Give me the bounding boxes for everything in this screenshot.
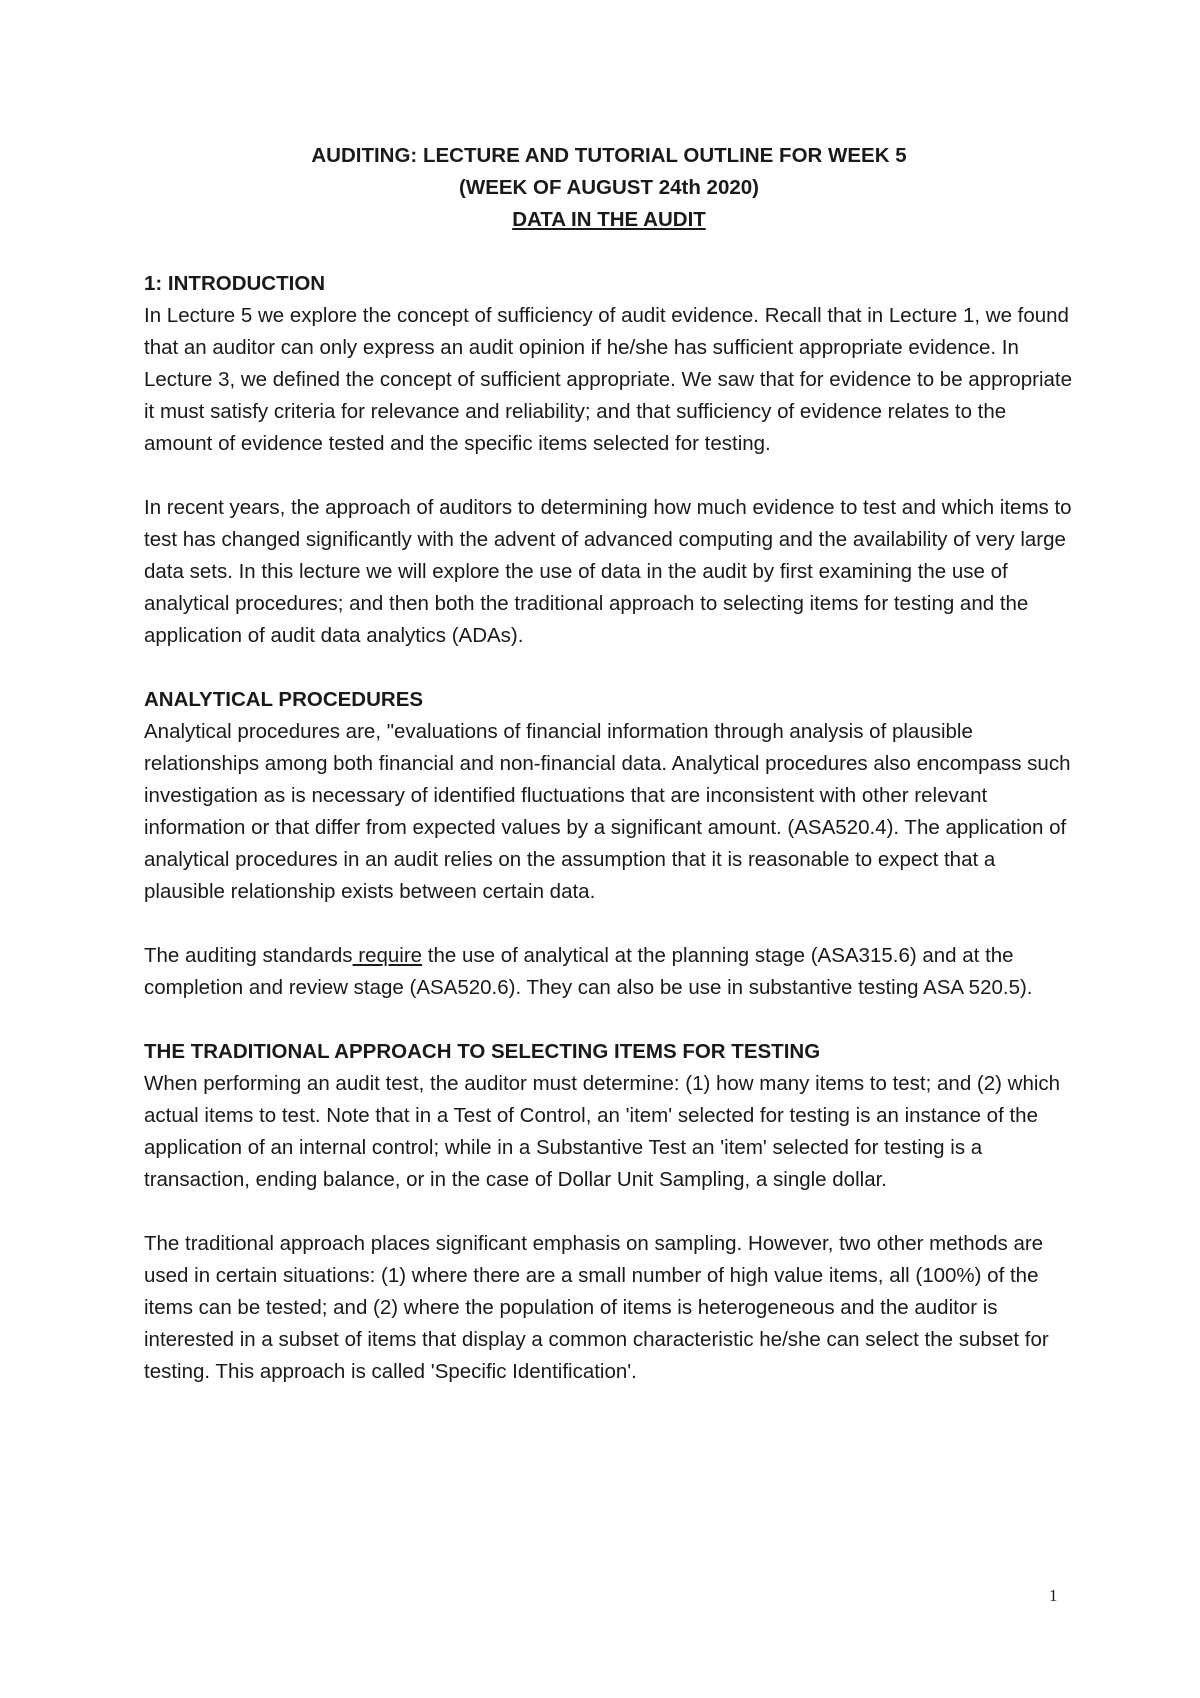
- section-traditional-approach: [144, 1036, 1074, 1388]
- document-subtitle-date: (WEEK OF AUGUST 24th 2020): [459, 176, 759, 199]
- analytical-paragraph-2: [144, 940, 1074, 1004]
- document-title: AUDITING: LECTURE AND TUTORIAL OUTLINE FOR WEEK 5: [311, 144, 907, 167]
- section-heading-introduction: 1: INTRODUCTION: [144, 272, 326, 295]
- section-heading-traditional-approach: THE TRADITIONAL APPROACH TO SELECTING ITEMS FOR TESTING: [144, 1040, 821, 1063]
- analytical-p2-end: the use of analytical at the planning stage (ASA315.6) and at the completion and review stage (ASA520.6). They can also be use in substantive testing ASA 520.5).: [144, 944, 1033, 999]
- document-body: [144, 140, 1074, 1388]
- document-topic: DATA IN THE AUDIT: [512, 208, 706, 231]
- analytical-p2-start: The auditing standards: [144, 944, 353, 967]
- section-analytical-procedures: [144, 684, 1074, 1004]
- title-block: [144, 140, 1074, 236]
- introduction-paragraph-2: In recent years, the approach of auditors to determining how much evidence to test and which items to test has changed significantly with the advent of advanced computing and the availability of very large data sets. In this lecture we will explore the use of data in the audit by first examining the use of analytical procedures; and then both the traditional approach to selecting items for testing and the application of audit data analytics (ADAs).: [144, 496, 1072, 647]
- underlined-require: require: [352, 944, 423, 967]
- analytical-paragraph-1: Analytical procedures are, "evaluations of financial information through analysis of plausible relationships among both financial and non-financial data. Analytical procedures also encompass such investigation as is necessary of identified fluctuations that are inconsistent with other relevant information or that differ from expected values by a significant amount. (ASA520.4). The application of analytical procedures in an audit relies on the assumption that it is reasonable to expect that a plausible relationship exists between certain data.: [144, 720, 1071, 903]
- traditional-paragraph-1: When performing an audit test, the auditor must determine: (1) how many items to test; and (2) which actual items to test. Note that in a Test of Control, an 'item' selected for testing is an instance of the application of an internal control; while in a Substantive Test an 'item' selected for testing is a transaction, ending balance, or in the case of Dollar Unit Sampling, a single dollar.: [144, 1072, 1061, 1191]
- section-heading-analytical-procedures: ANALYTICAL PROCEDURES: [144, 688, 424, 711]
- introduction-paragraph-1: In Lecture 5 we explore the concept of sufficiency of audit evidence. Recall that in Lecture 1, we found that an auditor can only express an audit opinion if he/she has sufficient appropriate evidence. In Lecture 3, we defined the concept of sufficient appropriate. We saw that for evidence to be appropriate it must satisfy criteria for relevance and reliability; and that sufficiency of evidence relates to the amount of evidence tested and the specific items selected for testing.: [144, 304, 1073, 455]
- page-number: 1: [1049, 1586, 1058, 1605]
- traditional-paragraph-2: The traditional approach places significant emphasis on sampling. However, two other methods are used in certain situations: (1) where there are a small number of high value items, all (100%) of the items can be tested; and (2) where the population of items is heterogeneous and the auditor is interested in a subset of items that display a common characteristic he/she can select the subset for testing. This approach is called 'Specific Identification'.: [144, 1232, 1049, 1383]
- section-introduction: [144, 268, 1074, 652]
